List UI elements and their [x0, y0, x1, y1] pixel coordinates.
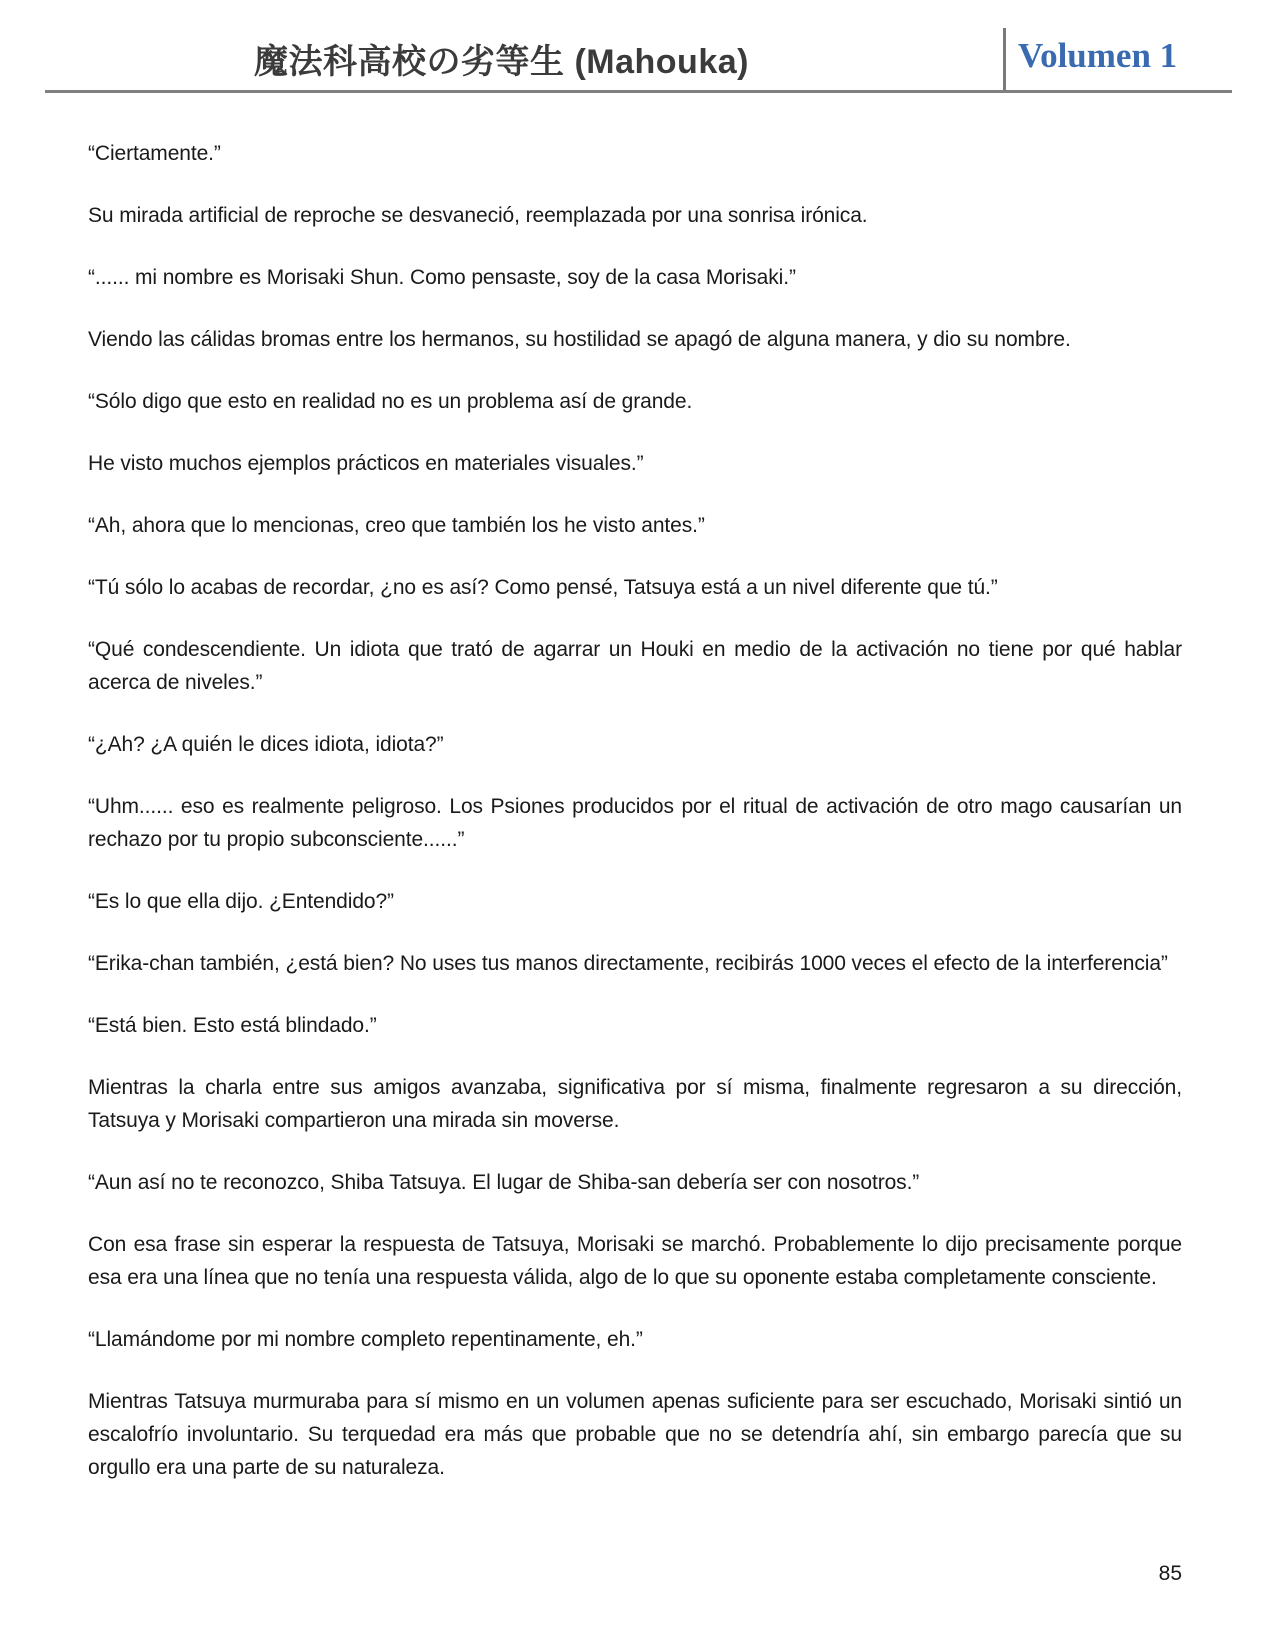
paragraph: “Sólo digo que esto en realidad no es un problema así de grande. [88, 390, 693, 413]
paragraph: “¿Ah? ¿A quién le dices idiota, idiota?” [88, 733, 444, 756]
paragraph: “Erika-chan también, ¿está bien? No uses tus manos directamente, recibirás 1000 veces el efecto de la interferencia” [88, 952, 1168, 975]
paragraph: Su mirada artificial de reproche se desvaneció, reemplazada por una sonrisa irónica. [88, 204, 868, 227]
volume-label: Volumen 1 [1018, 36, 1178, 75]
paragraph: Con esa frase sin esperar la respuesta de Tatsuya, Morisaki se marchó. Probablemente lo dijo precisamente porque esa era una línea que no tenía una respuesta válida, algo de lo que su oponente estaba completamente consciente. [88, 1233, 1182, 1289]
page-body [88, 137, 1182, 1513]
paragraph: “Tú sólo lo acabas de recordar, ¿no es así? Como pensé, Tatsuya está a un nivel diferente que tú.” [88, 576, 998, 599]
paragraph: “...... mi nombre es Morisaki Shun. Como pensaste, soy de la casa Morisaki.” [88, 266, 796, 289]
paragraph: “Ciertamente.” [88, 142, 221, 165]
paragraph: Mientras Tatsuya murmuraba para sí mismo en un volumen apenas suficiente para ser escuchado, Morisaki sintió un escalofrío involuntario. Su terquedad era más que probable que no se detendría ahí, sin embargo parecía que su orgullo era una parte de su naturaleza. [88, 1390, 1182, 1479]
paragraph: “Está bien. Esto está blindado.” [88, 1014, 377, 1037]
paragraph: “Uhm...... eso es realmente peligroso. Los Psiones producidos por el ritual de activación de otro mago causarían un rechazo por tu propio subconsciente......” [88, 795, 1182, 851]
paragraph: “Ah, ahora que lo mencionas, creo que también los he visto antes.” [88, 514, 705, 537]
paragraph: He visto muchos ejemplos prácticos en materiales visuales.” [88, 452, 644, 475]
paragraph: “Qué condescendiente. Un idiota que trató de agarrar un Houki en medio de la activación no tiene por qué hablar acerca de niveles.” [88, 638, 1182, 694]
document-title: 魔法科高校の劣等生 (Mahouka) [254, 43, 749, 81]
paragraph: “Aun así no te reconozco, Shiba Tatsuya. El lugar de Shiba-san debería ser con nosotros.” [88, 1171, 920, 1194]
header-rule [45, 90, 1232, 93]
paragraph: Viendo las cálidas bromas entre los hermanos, su hostilidad se apagó de alguna manera, y dio su nombre. [88, 328, 1071, 351]
page-number: 85 [1158, 1562, 1182, 1585]
header-vertical-divider [1003, 28, 1006, 93]
paragraph: Mientras la charla entre sus amigos avanzaba, significativa por sí misma, finalmente regresaron a su dirección, Tatsuya y Morisaki compartieron una mirada sin moverse. [88, 1076, 1182, 1132]
paragraph: “Es lo que ella dijo. ¿Entendido?” [88, 890, 394, 913]
paragraph: “Llamándome por mi nombre completo repentinamente, eh.” [88, 1328, 643, 1351]
page-footer [88, 1562, 1182, 1586]
